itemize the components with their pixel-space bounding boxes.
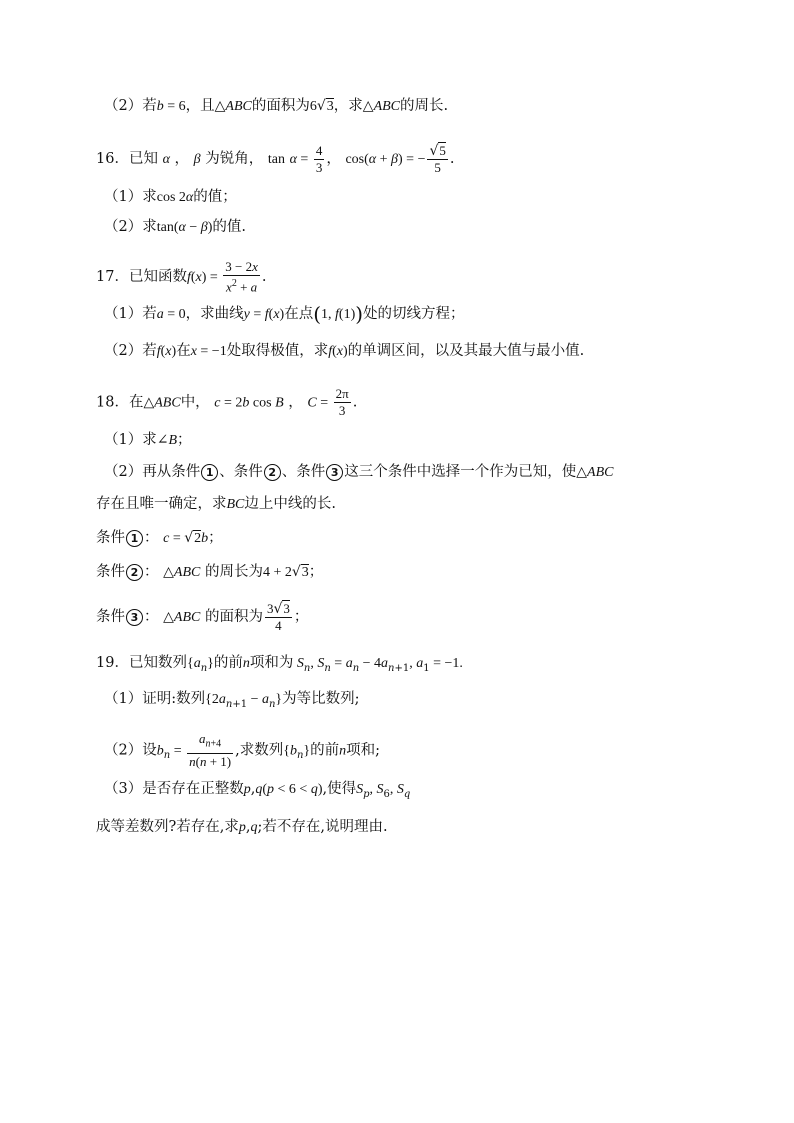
problem-16-statement: 16．已知 α ， β 为锐角， tan α = $\frac{4}{3}$ ， cos(α + β) = − $\frac{√5}{5}$ .: [96, 142, 455, 175]
problem-17-part-1: （1）若a = 0，求曲线y = f(x)在点(1, f(1))处的切线方程；: [104, 302, 465, 326]
condition-3: 条件 3 ： △ABC 的面积为 $\frac{3√3}{4}$ ；: [96, 601, 309, 633]
problem-19-part-2: （2）设$b_n$ = $\frac{a_{n+4}}{n(n + 1)}$ ,求数列$\{b_n\}$的前n项和;: [104, 731, 381, 769]
problem-18-statement: 18．在△ABC中， c = 2b cos B ， C = $\frac{2\pi}{3}$ .: [96, 386, 358, 418]
problem-19-part-3: （3）是否存在正整数p,q(p < 6 < q),使得$S_p$, $S_6$, $S_q$: [104, 781, 411, 800]
problem-17-part-2: （2）若f(x)在x = −1处取得极值，求f(x)的单调区间，以及其最大值与最小值.: [104, 343, 585, 359]
condition-2: 条件 2 ： △ABC 的周长为4 + 2√3；: [96, 564, 324, 580]
problem-19-part-1: （1）证明:数列$\{2a_{n+1} - a_n\}$为等比数列;: [104, 691, 360, 710]
problem-18-part-1: （1）求∠B；: [104, 432, 192, 448]
problem-19-statement: 19．已知数列$\{a_n\}$的前n项和为 $S_n$, $S_n = a_n - 4a_{n+1}$, $a_1 = -1$.: [96, 655, 463, 674]
problem-18-part-2: （2）再从条件 1 、条件 2 、条件 3 这三个条件中选择一个作为已知，使△ABC: [104, 464, 614, 480]
condition-1: 条件 1 ： c = √2b；: [96, 530, 223, 546]
problem-15-part-2: （2）若b = 6，且△ABC的面积为6√3，求△ABC的周长.: [104, 98, 449, 114]
problem-18-part-2-cont: 存在且唯一确定，求BC边上中线的长.: [96, 496, 336, 512]
problem-16-part-1: （1）求cos 2α的值；: [104, 189, 237, 205]
problem-16-part-2: （2）求tan(α − β)的值.: [104, 219, 247, 235]
problem-17-statement: 17．已知函数f(x) = $\frac{3 - 2x}{x^2 + a}$ .: [96, 259, 267, 295]
problem-19-part-3-cont: 成等差数列?若存在,求p,q;若不存在,说明理由.: [96, 819, 388, 835]
